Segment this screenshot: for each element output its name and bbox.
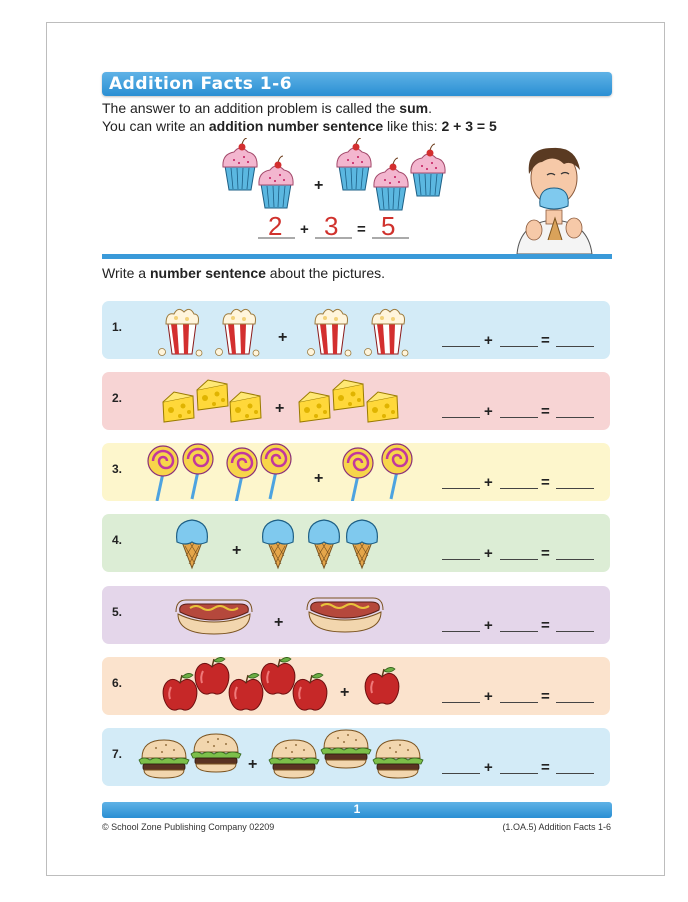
cheese-icon bbox=[163, 392, 194, 422]
hamburger-icon bbox=[269, 740, 319, 778]
popcorn-icon bbox=[216, 309, 260, 356]
lollipop-icon bbox=[382, 444, 412, 499]
example-svg bbox=[102, 138, 612, 258]
page-title: Addition Facts 1-6 bbox=[109, 74, 293, 94]
example-op-plus: + bbox=[300, 221, 309, 238]
sentence-equals: = bbox=[541, 688, 550, 705]
answer-blank[interactable] bbox=[556, 702, 594, 703]
answer-sentence bbox=[442, 759, 594, 777]
section-divider bbox=[102, 254, 612, 259]
answer-blank[interactable] bbox=[442, 488, 480, 489]
instruction-text: about the pictures. bbox=[265, 265, 385, 281]
lollipop-icon bbox=[183, 444, 213, 499]
title-bar bbox=[102, 72, 612, 96]
sentence-equals: = bbox=[541, 545, 550, 562]
lollipop-icon bbox=[343, 448, 373, 501]
intro-example: 2 + 3 = 5 bbox=[441, 118, 497, 134]
hot-dog-icon bbox=[176, 600, 252, 634]
hamburger-icon bbox=[139, 740, 189, 778]
hot-dog-icon bbox=[307, 598, 383, 632]
apple-icon bbox=[261, 657, 295, 694]
cupcake-icon bbox=[411, 144, 445, 196]
answer-blank[interactable] bbox=[500, 631, 538, 632]
lollipop-icon bbox=[227, 448, 257, 501]
footer-standard: (1.OA.5) Addition Facts 1-6 bbox=[502, 822, 611, 832]
plus-sign: + bbox=[232, 542, 242, 559]
example-addend-1: 2 bbox=[268, 211, 283, 241]
instruction bbox=[102, 265, 385, 281]
example-op-equals: = bbox=[357, 221, 366, 238]
intro-text: The answer to an addition problem is called the bbox=[102, 100, 400, 116]
cupcake-icon bbox=[223, 138, 257, 190]
answer-blank[interactable] bbox=[500, 417, 538, 418]
problem-number: 3. bbox=[112, 462, 123, 476]
answer-blank[interactable] bbox=[500, 488, 538, 489]
problem-row-4 bbox=[102, 514, 610, 572]
intro-line-1 bbox=[102, 100, 432, 116]
intro-text: . bbox=[428, 100, 432, 116]
answer-blank[interactable] bbox=[556, 346, 594, 347]
apple-icon bbox=[229, 673, 263, 710]
problem-number: 1. bbox=[112, 320, 123, 334]
sentence-plus: + bbox=[484, 759, 493, 776]
problem-row-2 bbox=[102, 372, 610, 430]
answer-sentence bbox=[442, 617, 594, 635]
answer-blank[interactable] bbox=[500, 559, 538, 560]
answer-blank[interactable] bbox=[500, 346, 538, 347]
problem-number: 6. bbox=[112, 676, 123, 690]
example-addend-2: 3 bbox=[324, 211, 339, 241]
plus-sign: + bbox=[274, 614, 284, 631]
lollipop-icon bbox=[148, 446, 178, 501]
cheese-icon bbox=[197, 380, 228, 410]
problem-pictures bbox=[102, 301, 432, 359]
cheese-icon bbox=[299, 392, 330, 422]
ice-cream-cone-icon bbox=[177, 520, 208, 568]
sentence-equals: = bbox=[541, 759, 550, 776]
answer-sentence bbox=[442, 332, 594, 350]
cheese-icon bbox=[230, 392, 261, 422]
problem-row-7 bbox=[102, 728, 610, 786]
hamburger-icon bbox=[373, 740, 423, 778]
problem-pictures bbox=[102, 372, 432, 430]
example-plus: + bbox=[314, 177, 324, 194]
plus-sign: + bbox=[340, 684, 350, 701]
answer-blank[interactable] bbox=[442, 346, 480, 347]
sentence-plus: + bbox=[484, 332, 493, 349]
ice-cream-cone-icon bbox=[263, 520, 294, 568]
footer-bar bbox=[102, 802, 612, 818]
problem-number: 7. bbox=[112, 747, 123, 761]
answer-sentence bbox=[442, 403, 594, 421]
problem-pictures bbox=[102, 586, 432, 644]
lollipop-icon bbox=[261, 444, 291, 499]
footer-copyright: © School Zone Publishing Company 02209 bbox=[102, 822, 275, 832]
problem-pictures bbox=[102, 728, 432, 786]
answer-blank[interactable] bbox=[442, 631, 480, 632]
example-illustration bbox=[102, 138, 612, 258]
ice-cream-cone-icon bbox=[309, 520, 340, 568]
answer-sentence bbox=[442, 688, 594, 706]
apple-icon bbox=[365, 667, 399, 704]
plus-sign: + bbox=[248, 756, 258, 773]
hamburger-icon bbox=[191, 734, 241, 772]
problem-number: 5. bbox=[112, 605, 123, 619]
answer-blank[interactable] bbox=[442, 559, 480, 560]
problem-row-1 bbox=[102, 301, 610, 359]
answer-blank[interactable] bbox=[500, 702, 538, 703]
cupcake-icon bbox=[374, 158, 408, 210]
answer-blank[interactable] bbox=[442, 702, 480, 703]
problem-number: 2. bbox=[112, 391, 123, 405]
apple-icon bbox=[163, 673, 197, 710]
sentence-plus: + bbox=[484, 545, 493, 562]
page-number: 1 bbox=[353, 802, 361, 816]
problem-pictures bbox=[102, 514, 432, 572]
intro-line-2 bbox=[102, 118, 497, 134]
cupcake-icon bbox=[259, 156, 293, 208]
instruction-bold: number sentence bbox=[149, 265, 266, 281]
cheese-icon bbox=[367, 392, 398, 422]
ice-cream-cone-icon bbox=[347, 520, 378, 568]
answer-blank[interactable] bbox=[556, 631, 594, 632]
boy-with-ice-cream-illustration bbox=[517, 148, 592, 254]
plus-sign: + bbox=[314, 470, 324, 487]
answer-blank[interactable] bbox=[556, 773, 594, 774]
problem-pictures bbox=[102, 657, 432, 715]
intro-text: like this: bbox=[383, 118, 442, 134]
plus-sign: + bbox=[275, 400, 285, 417]
intro-text: You can write an bbox=[102, 118, 209, 134]
sentence-equals: = bbox=[541, 332, 550, 349]
instruction-text: Write a bbox=[102, 265, 150, 281]
sentence-equals: = bbox=[541, 403, 550, 420]
answer-blank[interactable] bbox=[442, 417, 480, 418]
sentence-equals: = bbox=[541, 617, 550, 634]
problem-row-6 bbox=[102, 657, 610, 715]
problem-row-3 bbox=[102, 443, 610, 501]
answer-sentence bbox=[442, 545, 594, 563]
plus-sign: + bbox=[278, 329, 288, 346]
example-sum: 5 bbox=[381, 211, 396, 241]
sentence-plus: + bbox=[484, 474, 493, 491]
hamburger-icon bbox=[321, 730, 371, 768]
answer-blank[interactable] bbox=[442, 773, 480, 774]
answer-blank[interactable] bbox=[500, 773, 538, 774]
sentence-equals: = bbox=[541, 474, 550, 491]
problem-row-5 bbox=[102, 586, 610, 644]
answer-blank[interactable] bbox=[556, 559, 594, 560]
intro-bold: addition number sentence bbox=[208, 118, 384, 134]
sentence-plus: + bbox=[484, 403, 493, 420]
sentence-plus: + bbox=[484, 617, 493, 634]
problem-pictures bbox=[102, 443, 432, 501]
cheese-icon bbox=[333, 380, 364, 410]
answer-sentence bbox=[442, 474, 594, 492]
problem-number: 4. bbox=[112, 533, 123, 547]
apple-icon bbox=[195, 657, 229, 694]
popcorn-icon bbox=[159, 309, 203, 356]
cupcake-icon bbox=[337, 138, 371, 190]
sentence-plus: + bbox=[484, 688, 493, 705]
intro-bold: sum bbox=[399, 100, 429, 116]
popcorn-icon bbox=[365, 309, 409, 356]
apple-icon bbox=[293, 673, 327, 710]
popcorn-icon bbox=[308, 309, 352, 356]
answer-blank[interactable] bbox=[556, 488, 594, 489]
answer-blank[interactable] bbox=[556, 417, 594, 418]
